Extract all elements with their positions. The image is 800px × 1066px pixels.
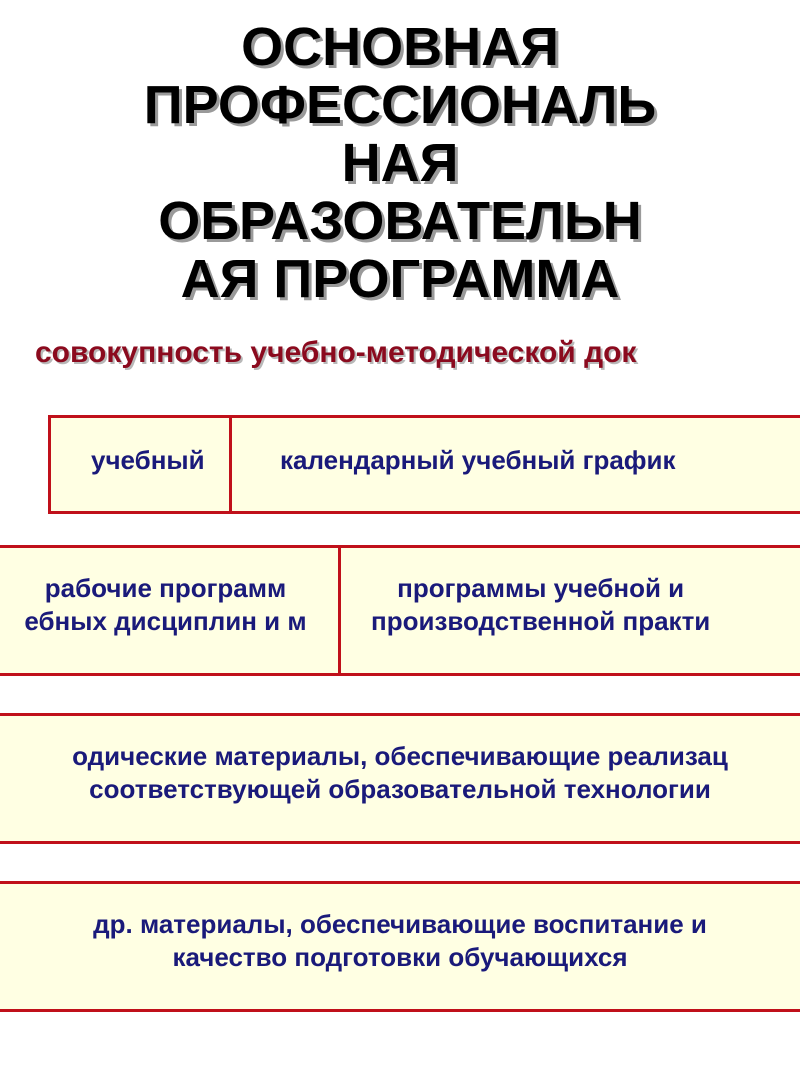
- other-materials-label: др. материалы, обеспечивающие воспитание и качество подготовки обучающихся: [93, 909, 707, 972]
- methodical-materials-label: одические материалы, обеспечивающие реализац соответствующей образовательной технологии: [72, 741, 728, 804]
- cell-calendar-schedule-label: календарный учебный график: [280, 445, 676, 475]
- box-row-3: [0, 713, 800, 844]
- page-title: ОСНОВНАЯ ПРОФЕССИОНАЛЬ НАЯ ОБРАЗОВАТЕЛЬН АЯ ПРОГРАММА: [143, 17, 657, 309]
- cell-curriculum-label: учебный: [91, 445, 205, 475]
- box-row-1: [48, 415, 800, 514]
- cell-practice-programs: [341, 548, 800, 673]
- cell-practice-programs-label: программы учебной и производственной практи: [371, 573, 711, 636]
- cell-work-programs-label: рабочие программ ебных дисциплин и м: [24, 573, 307, 636]
- box-row-4: [0, 881, 800, 1012]
- box-row-2: [0, 545, 800, 676]
- cell-calendar-schedule: [232, 418, 800, 511]
- cell-curriculum: [51, 418, 229, 511]
- cell-work-programs: [0, 548, 338, 673]
- definition-subtitle: совокупность учебно-методической док: [35, 336, 637, 369]
